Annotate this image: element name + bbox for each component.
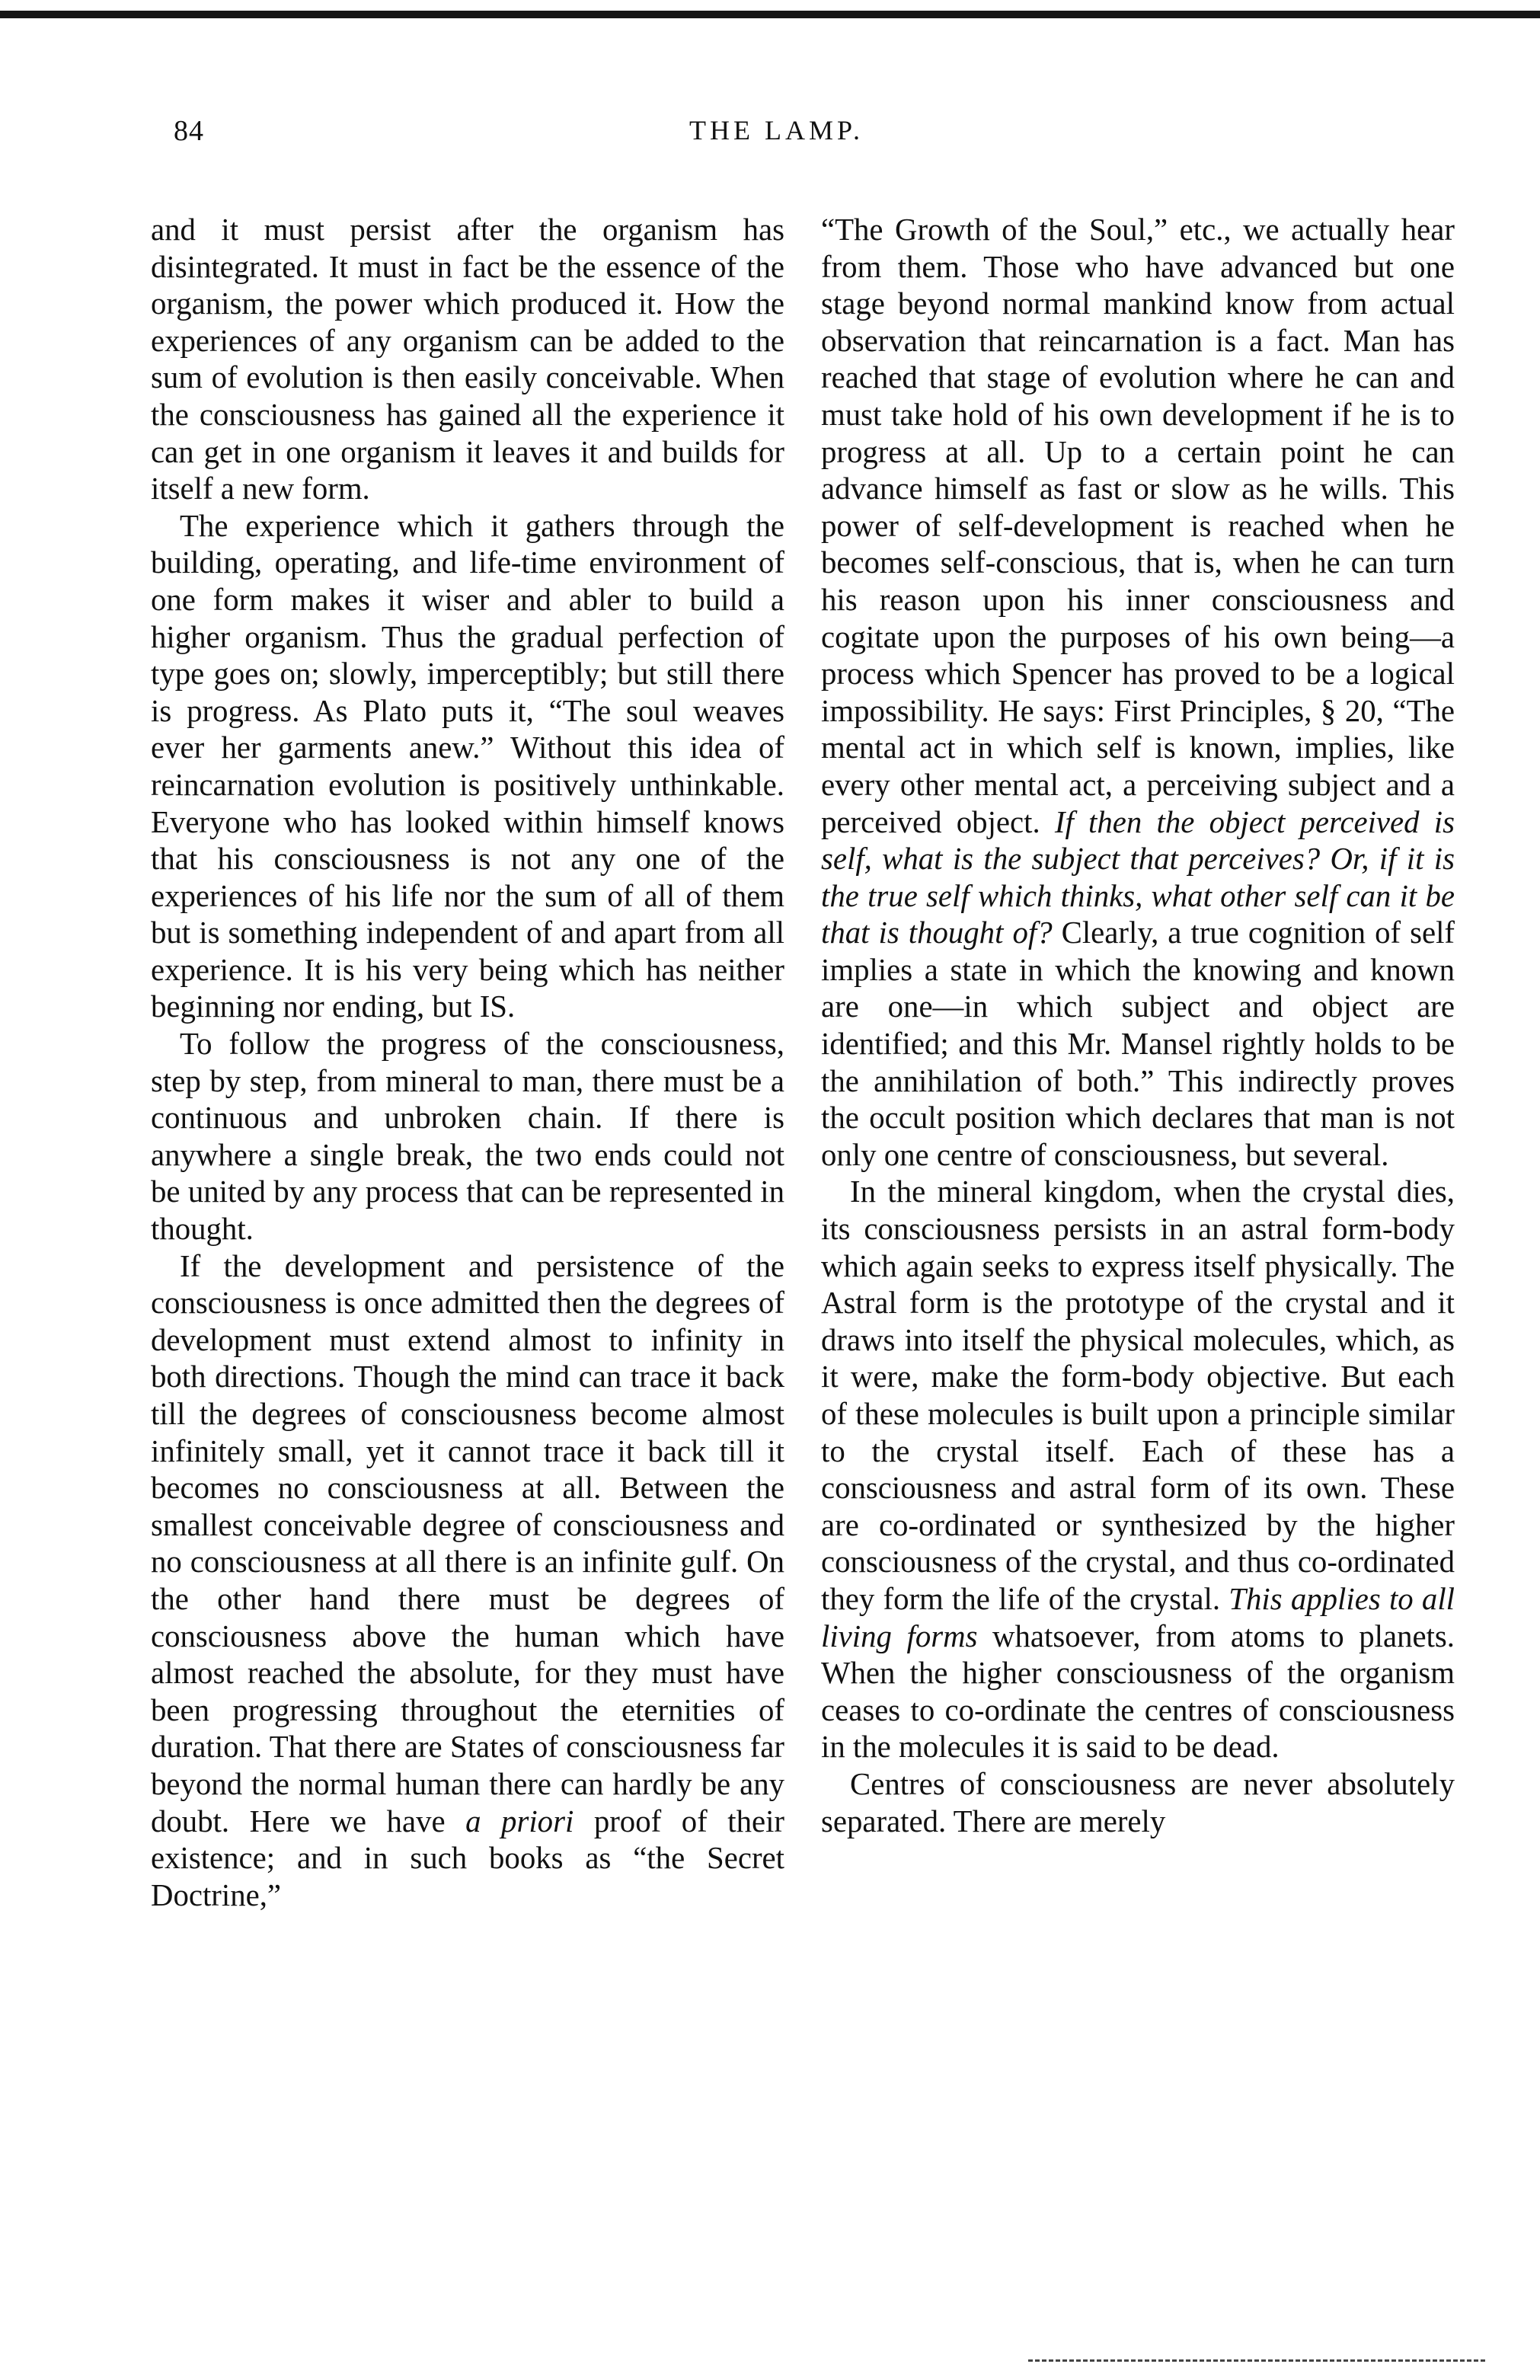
left-paragraph-4-end: proof of their existence; and in such books as “the Secret Doctrine,” xyxy=(151,1803,785,1912)
living-forms-italic: This applies to all living forms xyxy=(821,1581,1455,1653)
bottom-dashes xyxy=(1028,2359,1485,2365)
right-paragraph-2 xyxy=(821,1174,1455,1766)
a-priori-italic: a priori xyxy=(465,1803,574,1839)
left-paragraph-2: The experience which it gathers through the building, operating, and life-time environment of one form makes it wiser and abler to build a higher organism. Thus the gradual perfection of type goes on; slowly, imperceptibly; but still there is progress. As Plato puts it, “The soul weaves ever her garments anew.” Without this idea of reincarnation evolution is positively unthinkable. Everyone who has looked within himself knows that his consciousness is not any one of the experiences of his life nor the sum of all of them but is something independent of and apart from all experience. It is his very being which has neither beginning nor ending, but IS. xyxy=(151,508,784,1024)
spencer-quote-italic: If then the object perceived is self, what is the subject that perceives? Or, if it is the true self which thinks, what other self can it be that is thought of? xyxy=(821,804,1455,950)
left-paragraph-4-text: If the development and persistence of the consciousness is once admitted then the degrees of development must extend almost to infinity in both directions. Though the mind can trace it back till the degrees of consciousness become almost infinitely small, yet it cannot trace it back till it becomes no consciousness at all. Between the smallest conceivable degree of consciousness and no consciousness at all there is an infinite gulf. On the other hand there must be degrees of consciousness above the human which have almost reached the absolute, for they must have been progressing throughout the eternities of duration. That there are States of consciousness far beyond the normal human there can hardly be any doubt. Here we have xyxy=(151,1248,784,1839)
right-paragraph-2-text: In the mineral kingdom, when the crystal dies, its consciousness persists in an astral form-body which again seeks to express itself physically. The Astral form is the prototype of the crystal and it draws into itself the physical molecules, which, as it were, make the form-body objective. But each of these molecules is built upon a principle similar to the crystal itself. Each of these has a consciousness and astral form of its own. These are co-ordinated or synthesized by the higher consciousness of the crystal, and thus co-ordinated they form the life of the crystal. xyxy=(821,1174,1455,1616)
right-paragraph-1-text: “The Growth of the Soul,” etc., we actually hear from them. Those who have advanced but one stage beyond normal mankind know from actual observation that reincarnation is a fact. Man has reached that stage of evolution where he can and must take hold of his own development if he is to progress at all. Up to a certain point he can advance himself as fast or slow as he wills. This power of self-development is reached when he becomes self-conscious, that is, when he can turn his reason upon his inner consciousness and cogitate upon the purposes of his own being—a process which Spencer has proved to be a logical impossibility. He says: First Principles, § 20, “The mental act in which self is known, implies, like every other mental act, a perceiving subject and a perceived object. xyxy=(821,212,1455,839)
page-number: 84 xyxy=(174,115,204,147)
right-paragraph-1 xyxy=(821,212,1455,1174)
left-column xyxy=(151,212,784,1914)
page-header xyxy=(0,114,1540,160)
left-paragraph-3: To follow the progress of the consciousness, step by step, from mineral to man, there must be a continuous and unbroken chain. If there is anywhere a single break, the two ends could not be united by any process that can be represented in thought. xyxy=(151,1027,784,1247)
top-rule xyxy=(0,11,1540,18)
left-paragraph-4 xyxy=(151,1248,784,1915)
right-paragraph-1-end: Clearly, a true cognition of self implies a state in which the knowing and known are one—in which subject and object are identified; and this Mr. Mansel rightly holds to be the annihilation of both.” This indirectly proves the occult position which declares that man is not only one centre of consciousness, but several. xyxy=(821,915,1455,1172)
right-column xyxy=(821,212,1455,1840)
right-paragraph-2-end: whatsoever, from atoms to planets. When the higher consciousness of the organism ceases to co-ordinate the centres of consciousness in the molecules it is said to be dead. xyxy=(821,1618,1455,1765)
right-paragraph-3: Centres of consciousness are never absolutely separated. There are merely xyxy=(821,1766,1455,1839)
left-paragraph-1: and it must persist after the organism has disintegrated. It must in fact be the essence of the organism, the power which produced it. How the experiences of any organism can be added to the sum of evolution is then easily conceivable. When the consciousness has gained all the experience it can get in one organism it leaves it and builds for itself a new form. xyxy=(151,212,784,506)
running-title: THE LAMP. xyxy=(689,115,864,145)
